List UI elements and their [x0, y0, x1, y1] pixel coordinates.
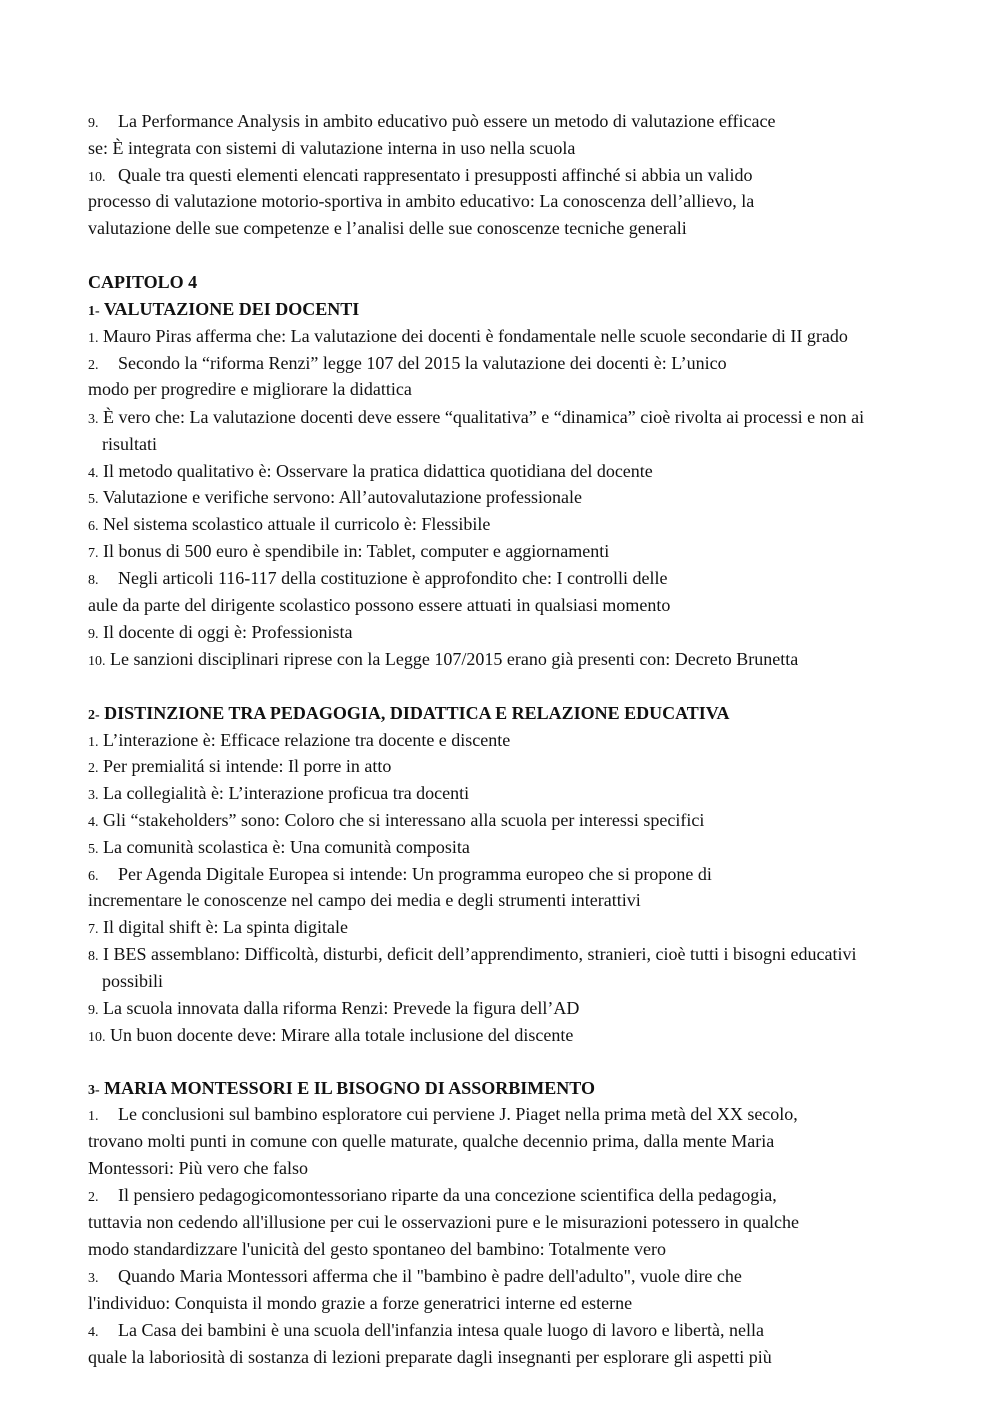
- item-text: l'individuo: Conquista il mondo grazie a forze generatrici interne ed esterne: [88, 1293, 633, 1313]
- list-item: [88, 729, 510, 754]
- list-item: [88, 1265, 742, 1290]
- item-number: 10.: [88, 170, 106, 185]
- item-number: 6.: [88, 869, 99, 884]
- list-item: [88, 567, 668, 592]
- item-number: 7.: [88, 922, 99, 937]
- list-item: [88, 164, 752, 189]
- item-text: Il docente di oggi è: Professionista: [103, 622, 353, 642]
- item-number: 6.: [88, 519, 99, 534]
- item-text: La Casa dei bambini è una scuola dell'infanzia intesa quale luogo di lavoro e libertà, nella: [118, 1320, 765, 1340]
- item-text: Le conclusioni sul bambino esploratore cui perviene J. Piaget nella prima metà del XX secolo,: [118, 1104, 798, 1124]
- list-item: [88, 997, 579, 1022]
- section-heading: [88, 298, 359, 323]
- item-text: Quando Maria Montessori afferma che il "bambino è padre dell'adulto", vuole dire che: [118, 1266, 742, 1286]
- item-text: se: È integrata con sistemi di valutazione interna in uso nella scuola: [88, 138, 576, 158]
- list-item: [88, 648, 798, 673]
- item-number: 7.: [88, 546, 99, 561]
- item-text: Il pensiero pedagogicomontessoriano riparte da una concezione scientifica della pedagogia,: [118, 1185, 777, 1205]
- item-number: 5.: [88, 492, 99, 507]
- list-item: [88, 916, 348, 941]
- list-item: [88, 352, 727, 377]
- section-heading: [88, 702, 729, 727]
- section-number: 3-: [88, 1083, 100, 1098]
- list-item: [88, 486, 582, 511]
- section-title: DISTINZIONE TRA PEDAGOGIA, DIDATTICA E RELAZIONE EDUCATIVA: [104, 703, 730, 723]
- item-text: valutazione delle sue competenze e l’analisi delle sue conoscenze tecniche generali: [88, 218, 687, 238]
- item-number: 1.: [88, 1109, 99, 1124]
- item-number: 4.: [88, 1325, 99, 1340]
- list-item: [88, 110, 775, 135]
- item-number: 10.: [88, 654, 106, 669]
- item-text: Il bonus di 500 euro è spendibile in: Tablet, computer e aggiornamenti: [103, 541, 610, 561]
- item-text: La comunità scolastica è: Una comunità composita: [103, 837, 470, 857]
- chapter-title: CAPITOLO 4: [88, 272, 198, 292]
- item-number: 2.: [88, 358, 99, 373]
- item-text: Montessori: Più vero che falso: [88, 1158, 308, 1178]
- item-number: 8.: [88, 573, 99, 588]
- item-number: 2.: [88, 1190, 99, 1205]
- list-item: [88, 809, 704, 834]
- item-number: 3.: [88, 1271, 99, 1286]
- list-item: [88, 836, 470, 861]
- item-text: La scuola innovata dalla riforma Renzi: Prevede la figura dell’AD: [103, 998, 580, 1018]
- list-item: [88, 460, 653, 485]
- section-number: 2-: [88, 708, 100, 723]
- item-number: 2.: [88, 761, 99, 776]
- item-text: Quale tra questi elementi elencati rappresentato i presupposti affinché si abbia un valido: [118, 165, 753, 185]
- list-item: [88, 325, 848, 350]
- item-text: È vero che: La valutazione docenti deve essere “qualitativa” e “dinamica” cioè rivolta ai processi e non ai: [103, 407, 865, 427]
- item-text: trovano molti punti in comune con quelle maturate, qualche decennio prima, dalla mente Maria: [88, 1131, 775, 1151]
- list-item: [88, 406, 864, 431]
- section-heading: [88, 1077, 595, 1102]
- item-number: 1.: [88, 735, 99, 750]
- list-item: [88, 513, 490, 538]
- item-text: Negli articoli 116-117 della costituzione è approfondito che: I controlli delle: [118, 568, 668, 588]
- item-text: Gli “stakeholders” sono: Coloro che si interessano alla scuola per interessi specifici: [103, 810, 705, 830]
- item-number: 10.: [88, 1030, 106, 1045]
- item-text: Mauro Piras afferma che: La valutazione dei docenti è fondamentale nelle scuole secondarie di II grado: [103, 326, 848, 346]
- item-text: incrementare le conoscenze nel campo dei media e degli strumenti interattivi: [88, 890, 641, 910]
- item-text: L’interazione è: Efficace relazione tra docente e discente: [103, 730, 511, 750]
- item-text: Per Agenda Digitale Europea si intende: Un programma europeo che si propone di: [118, 864, 712, 884]
- list-item: [88, 1103, 798, 1128]
- item-number: 4.: [88, 815, 99, 830]
- item-text: risultati: [102, 434, 157, 454]
- item-text: processo di valutazione motorio-sportiva in ambito educativo: La conoscenza dell’allievo, la: [88, 191, 755, 211]
- list-item: [88, 540, 609, 565]
- item-text: aule da parte del dirigente scolastico possono essere attuati in qualsiasi momento: [88, 595, 671, 615]
- list-item: [88, 1319, 764, 1344]
- list-item: [88, 943, 857, 968]
- item-number: 1.: [88, 331, 99, 346]
- list-item: [88, 621, 352, 646]
- item-text: Un buon docente deve: Mirare alla totale inclusione del discente: [110, 1025, 574, 1045]
- section-title: MARIA MONTESSORI E IL BISOGNO DI ASSORBIMENTO: [104, 1078, 595, 1098]
- item-text: quale la laboriosità di sostanza di lezioni preparate dagli insegnanti per esplorare gli aspetti più: [88, 1347, 772, 1367]
- item-text: La Performance Analysis in ambito educativo può essere un metodo di valutazione efficace: [118, 111, 776, 131]
- item-number: 8.: [88, 949, 99, 964]
- item-text: Per premialitá si intende: Il porre in atto: [103, 756, 392, 776]
- item-text: Il metodo qualitativo è: Osservare la pratica didattica quotidiana del docente: [103, 461, 653, 481]
- item-text: modo standardizzare l'unicità del gesto spontaneo del bambino: Totalmente vero: [88, 1239, 666, 1259]
- list-item: [88, 755, 391, 780]
- item-number: 4.: [88, 466, 99, 481]
- section-number: 1-: [88, 304, 100, 319]
- item-text: Valutazione e verifiche servono: All’autovalutazione professionale: [102, 487, 583, 507]
- item-text: Il digital shift è: La spinta digitale: [103, 917, 348, 937]
- list-item: [88, 863, 712, 888]
- item-text: Le sanzioni disciplinari riprese con la Legge 107/2015 erano già presenti con: Decreto Brunetta: [110, 649, 799, 669]
- item-text: Secondo la “riforma Renzi” legge 107 del 2015 la valutazione dei docenti è: L’unico: [118, 353, 727, 373]
- list-item: [88, 1024, 573, 1049]
- item-text: La collegialità è: L’interazione proficua tra docenti: [103, 783, 470, 803]
- list-item: [88, 782, 469, 807]
- item-text: Nel sistema scolastico attuale il curricolo è: Flessibile: [103, 514, 491, 534]
- item-number: 5.: [88, 842, 99, 857]
- item-number: 3.: [88, 788, 99, 803]
- item-number: 9.: [88, 116, 99, 131]
- item-number: 9.: [88, 1003, 99, 1018]
- item-number: 3.: [88, 412, 99, 427]
- item-text: possibili: [102, 971, 164, 991]
- section-title: VALUTAZIONE DEI DOCENTI: [103, 299, 360, 319]
- item-text: modo per progredire e migliorare la didattica: [88, 379, 412, 399]
- item-number: 9.: [88, 627, 99, 642]
- list-item: [88, 1184, 777, 1209]
- item-text: I BES assemblano: Difficoltà, disturbi, deficit dell’apprendimento, stranieri, cioè tutti i bisogni educativi: [103, 944, 857, 964]
- item-text: tuttavia non cedendo all'illusione per cui le osservazioni pure e le misurazioni potessero in qualche: [88, 1212, 800, 1232]
